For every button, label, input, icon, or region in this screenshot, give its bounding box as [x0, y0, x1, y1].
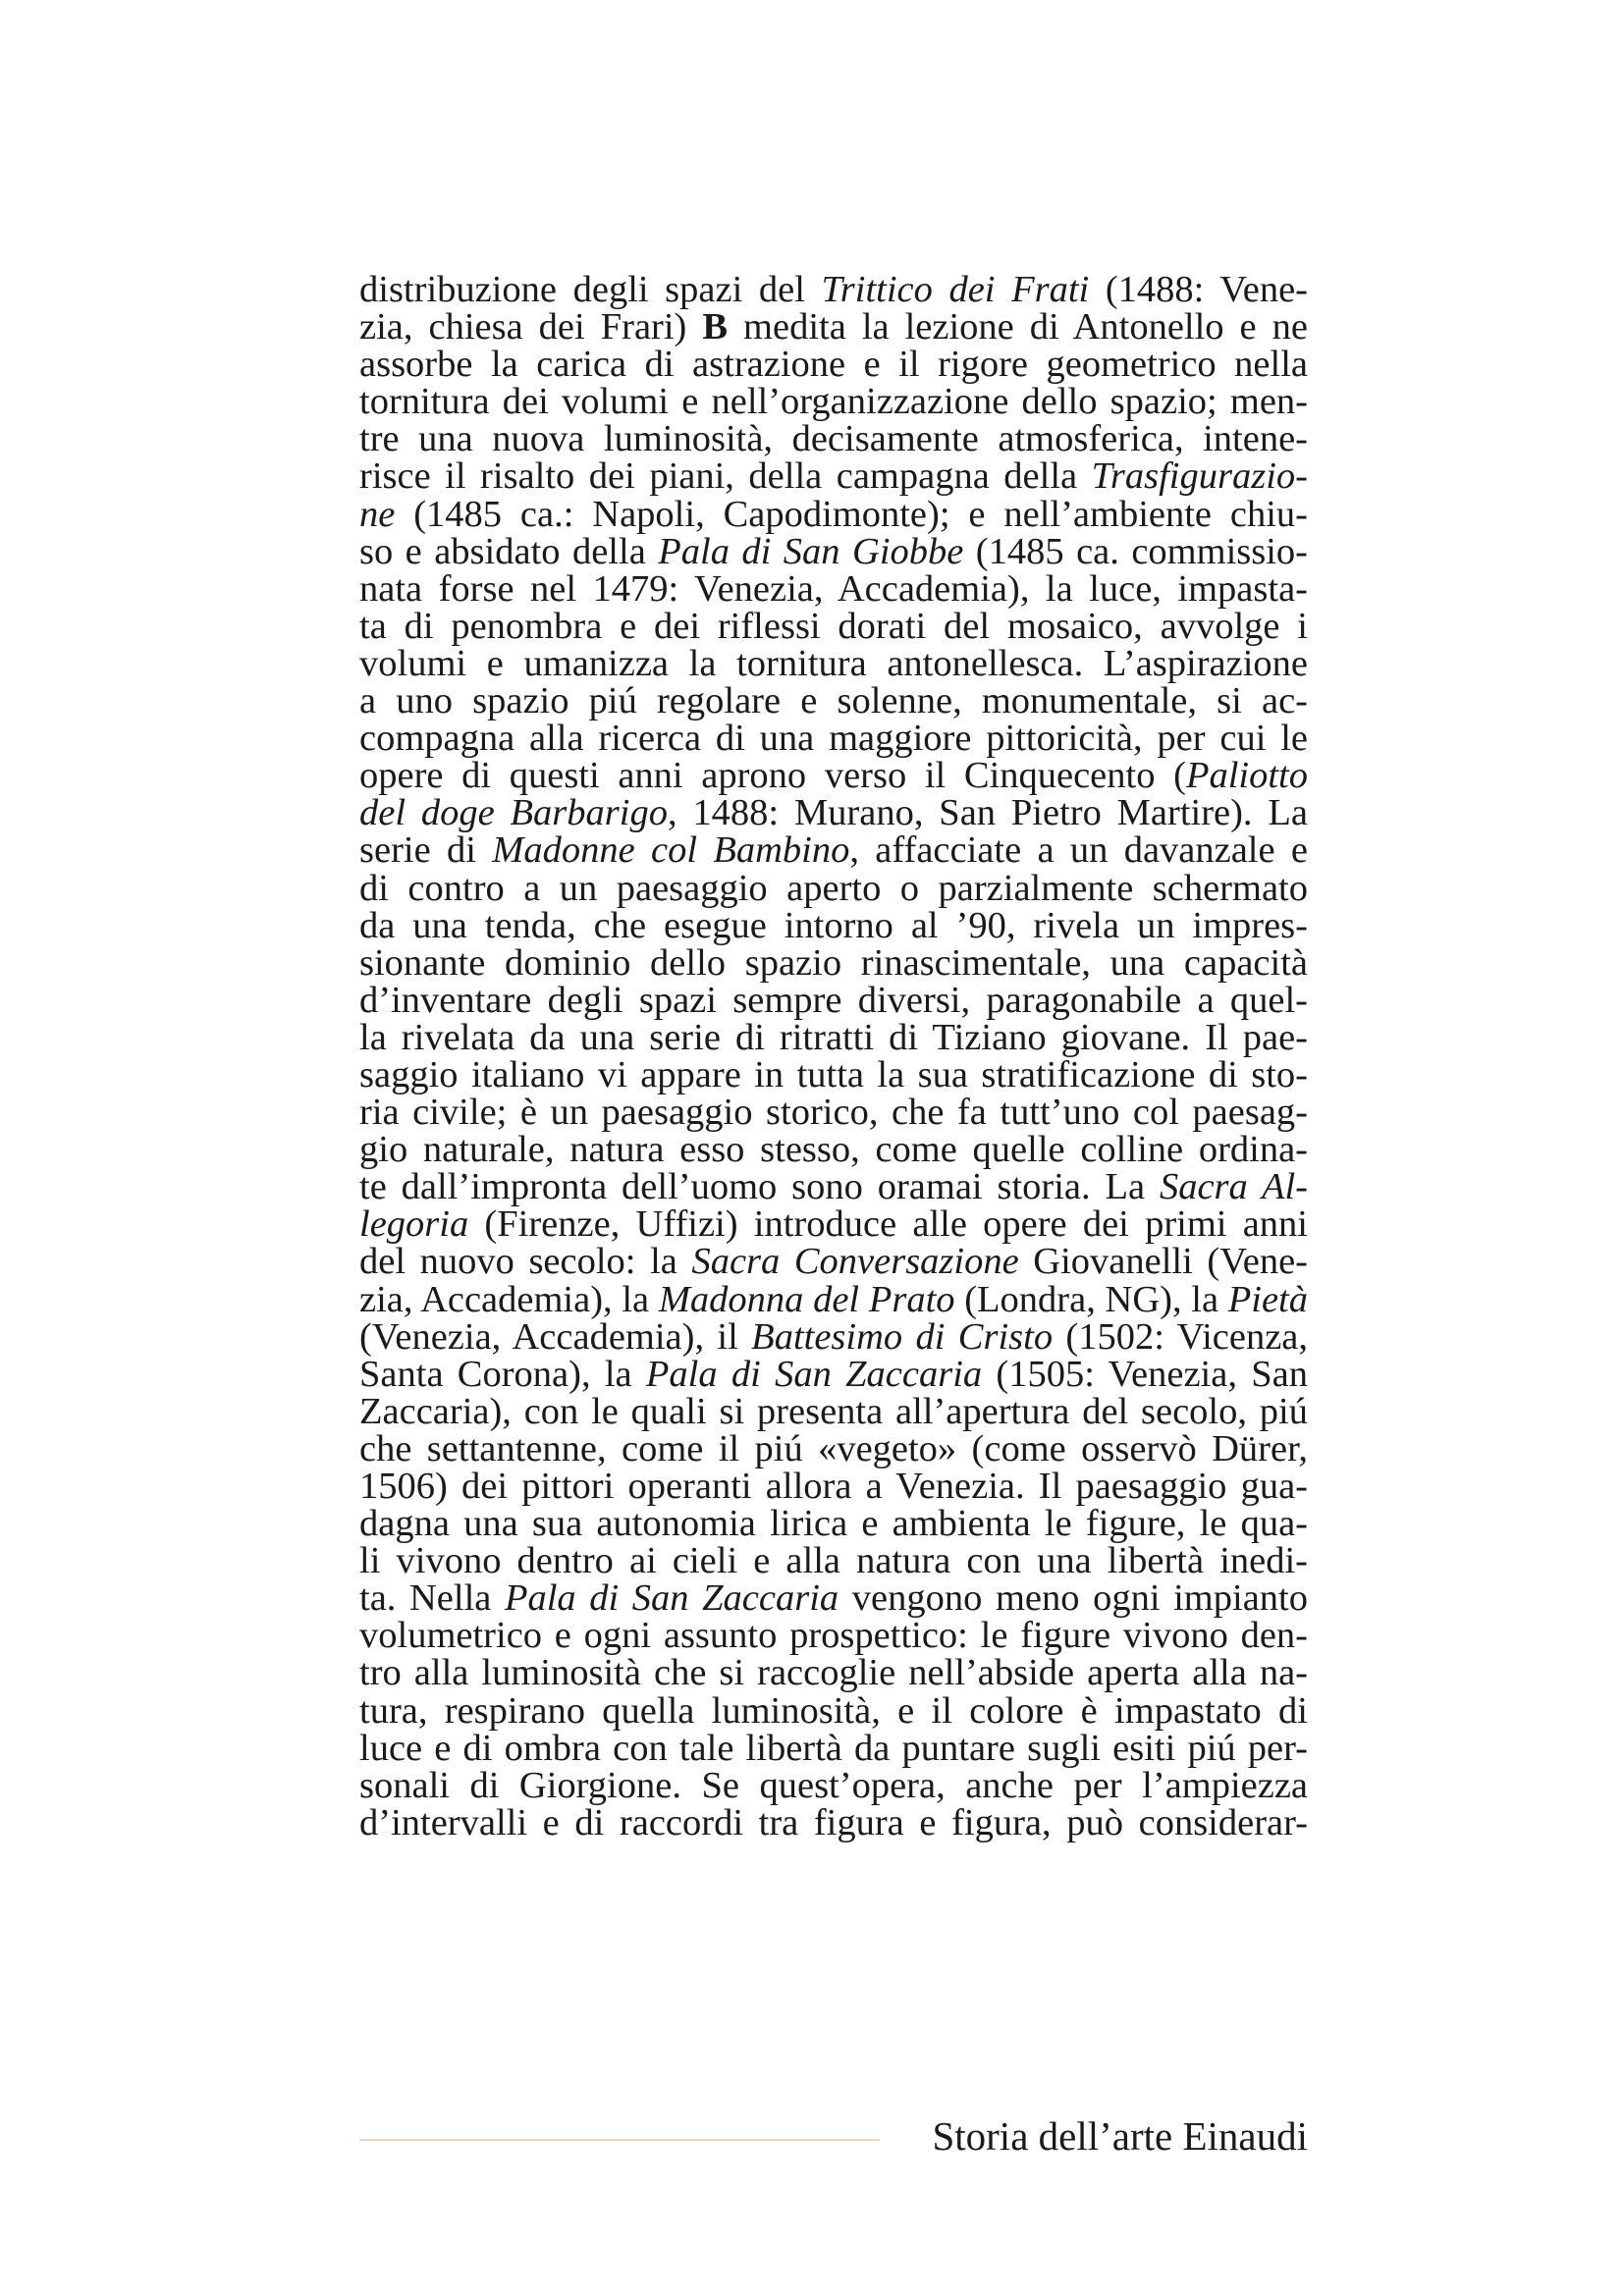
text-line	[359, 1503, 1308, 1545]
italic-title: Sacra Al-	[1159, 1166, 1308, 1208]
text-line	[359, 1652, 1308, 1694]
text-line	[359, 1764, 1308, 1806]
text-line	[359, 829, 1308, 872]
bold-abbreviation: B	[702, 306, 729, 348]
text-run: so e absidato della	[359, 530, 659, 572]
text-line	[359, 1016, 1308, 1058]
text-run: nata forse nel 1479: Venezia, Accademia), la luce, impasta-	[359, 567, 1308, 610]
text-line	[359, 1166, 1308, 1208]
text-run: d’intervalli e di raccordi tra figura e figura, può considerar-	[359, 1801, 1308, 1843]
text-line	[359, 1129, 1308, 1171]
text-run: d’inventare degli spazi sempre diversi, paragonabile a quel-	[359, 979, 1308, 1021]
text-run: sionante dominio dello spazio rinascimentale, una capacità	[359, 941, 1308, 984]
text-run: 1506) dei pittori operanti allora a Venezia. Il paesaggio gua-	[359, 1466, 1308, 1507]
text-run: compagna alla ricerca di una maggiore pittoricità, per cui le	[359, 718, 1308, 760]
text-line	[359, 1353, 1308, 1395]
text-line	[359, 271, 1308, 308]
italic-title: Trittico dei Frati	[821, 269, 1090, 310]
italic-title: Madonne col Bambino	[492, 829, 850, 872]
text-run: (1488: Vene-	[1089, 269, 1309, 310]
text-line	[359, 1053, 1308, 1095]
text-line	[359, 1727, 1308, 1769]
italic-title: Pala di San Giobbe	[658, 530, 964, 572]
italic-title: Pala di San Zaccaria	[645, 1353, 983, 1395]
text-line	[359, 1278, 1308, 1320]
italic-title: Trasfigurazio-	[1091, 455, 1308, 498]
text-run: ta di penombra e dei riflessi dorati del mosaico, avvolge i	[359, 605, 1308, 647]
text-run: , affacciate a un davanzale e	[849, 829, 1308, 872]
italic-title: Pala di San Zaccaria	[504, 1577, 839, 1620]
italic-title: legoria	[359, 1203, 469, 1246]
text-line	[359, 642, 1308, 684]
text-run: (1485 ca. commissio-	[963, 530, 1308, 572]
text-run: tura, respirano quella luminosità, e il colore è impastato di	[359, 1689, 1308, 1732]
text-line	[359, 344, 1308, 386]
text-run: (Londra, NG), la	[954, 1278, 1228, 1320]
text-run: (1502: Vicenza,	[1053, 1315, 1308, 1358]
text-run: a uno spazio piú regolare e solenne, monumentale, si ac-	[359, 680, 1308, 722]
text-run: tornitura dei volumi e nell’organizzazione dello spazio; men-	[359, 381, 1308, 423]
text-run: la rivelata da una serie di ritratti di Tiziano giovane. Il pae-	[359, 1016, 1308, 1058]
text-run: assorbe la carica di astrazione e il rigore geometrico nella	[359, 344, 1308, 386]
text-line	[359, 381, 1308, 423]
text-run: luce e di ombra con tale libertà da puntare sugli esiti piú per-	[359, 1727, 1308, 1769]
italic-title: Paliotto	[1185, 755, 1308, 797]
text-line	[359, 904, 1308, 946]
text-run: (1505: Venezia, San	[982, 1353, 1308, 1395]
text-line	[359, 1615, 1308, 1657]
text-line	[359, 1203, 1308, 1246]
text-line	[359, 567, 1308, 610]
text-run: li vivono dentro ai cieli e alla natura con una libertà inedi-	[359, 1540, 1308, 1582]
text-run: distribuzione degli spazi del	[359, 269, 822, 310]
text-run: (Venezia, Accademia), il	[359, 1315, 752, 1358]
text-run: , 1488: Murano, San Pietro Martire). La	[667, 792, 1308, 834]
text-run: Santa Corona), la	[359, 1353, 646, 1395]
text-line	[359, 1468, 1308, 1505]
text-run: gio naturale, natura esso stesso, come quelle colline ordina-	[359, 1129, 1308, 1171]
text-line	[359, 1241, 1308, 1283]
text-run: di contro a un paesaggio aperto o parzialmente schermato	[359, 867, 1308, 909]
text-line	[359, 605, 1308, 647]
text-run: volumi e umanizza la tornitura antonellesca. L’aspirazione	[359, 642, 1308, 684]
text-line	[359, 718, 1308, 760]
text-line	[359, 1390, 1308, 1432]
text-run: che settantenne, come il piú «vegeto» (come osservò Dürer,	[359, 1427, 1308, 1469]
text-line	[359, 979, 1308, 1021]
text-run: ria civile; è un paesaggio storico, che fa tutt’uno col paesag-	[359, 1092, 1308, 1134]
text-run: del nuovo secolo: la	[359, 1241, 692, 1283]
text-run: Giovanelli (Vene-	[1018, 1241, 1308, 1283]
body-text	[359, 271, 1308, 1842]
text-line	[359, 1540, 1308, 1582]
text-line	[359, 1315, 1308, 1358]
italic-title: Battesimo di Cristo	[751, 1315, 1054, 1358]
text-line	[359, 755, 1308, 797]
footer-title: Storia dell’arte Einaudi	[932, 2113, 1308, 2159]
text-line	[359, 867, 1308, 909]
italic-title: Madonna del Prato	[658, 1278, 955, 1320]
text-line	[359, 308, 1308, 346]
text-run: zia, Accademia), la	[359, 1278, 659, 1320]
text-line	[359, 455, 1308, 498]
text-line	[359, 941, 1308, 984]
text-line	[359, 493, 1308, 535]
text-run: tre una nuova luminosità, decisamente atmosferica, intene-	[359, 418, 1308, 460]
text-line	[359, 1092, 1308, 1134]
text-line	[359, 530, 1308, 572]
text-line	[359, 1577, 1308, 1620]
text-run: Zaccaria), con le quali si presenta all’apertura del secolo, piú	[359, 1390, 1308, 1432]
italic-title: Sacra Conversazione	[691, 1241, 1019, 1283]
italic-title: del doge Barbarigo	[359, 792, 668, 834]
text-run: sonali di Giorgione. Se quest’opera, anche per l’ampiezza	[359, 1764, 1308, 1806]
text-run: serie di	[359, 829, 493, 872]
text-run: da una tenda, che esegue intorno al ’90, rivela un impres-	[359, 904, 1308, 946]
text-run: zia, chiesa dei Frari)	[359, 306, 703, 348]
text-run: (1485 ca.: Napoli, Capodimonte); e nell’ambiente chiu-	[395, 493, 1308, 535]
text-line	[359, 682, 1308, 720]
footer-rule	[359, 2139, 880, 2141]
text-run: saggio italiano vi appare in tutta la sua stratificazione di sto-	[359, 1053, 1308, 1095]
text-run: dagna una sua autonomia lirica e ambienta le figure, le qua-	[359, 1503, 1308, 1545]
text-run: opere di questi anni aprono verso il Cinquecento (	[359, 755, 1186, 797]
text-line	[359, 1427, 1308, 1469]
text-run: ta. Nella	[359, 1577, 505, 1620]
text-run: vengono meno ogni impianto	[839, 1577, 1308, 1620]
italic-title: Pietà	[1227, 1278, 1308, 1320]
italic-title: ne	[359, 493, 396, 535]
text-line	[359, 1801, 1308, 1843]
text-line	[359, 418, 1308, 460]
text-line	[359, 792, 1308, 834]
text-run: medita la lezione di Antonello e ne	[728, 306, 1308, 348]
text-line	[359, 1689, 1308, 1732]
text-run: risce il risalto dei piani, della campagna della	[359, 455, 1092, 498]
text-run: te dall’impronta dell’uomo sono oramai storia. La	[359, 1166, 1160, 1208]
text-run: volumetrico e ogni assunto prospettico: le figure vivono den-	[359, 1615, 1308, 1657]
text-run: tro alla luminosità che si raccoglie nell’abside aperta alla na-	[359, 1652, 1308, 1694]
text-run: (Firenze, Uffizi) introduce alle opere dei primi anni	[468, 1203, 1308, 1246]
